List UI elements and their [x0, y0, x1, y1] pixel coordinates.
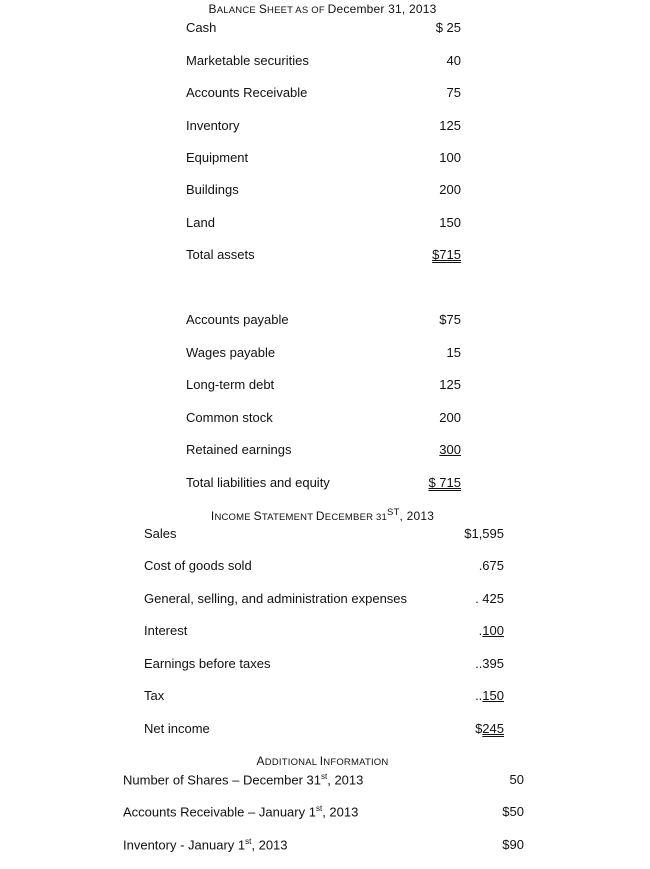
liability-label-retained-earnings: Retained earnings: [186, 442, 292, 457]
additional-info-title: ADDITIONAL INFORMATION: [256, 754, 389, 768]
income-label-gsa: General, selling, and administration expenses: [144, 591, 408, 606]
liability-value-accounts-payable: $75: [439, 312, 461, 327]
liability-value-total-liabilities-equity: $ 715: [428, 475, 461, 490]
liability-value-long-term-debt: 125: [439, 377, 461, 392]
asset-value-marketable-securities: 40: [446, 53, 461, 68]
asset-value-land: 150: [439, 215, 461, 230]
asset-label-total-assets: Total assets: [186, 247, 255, 262]
asset-label-cash: Cash: [186, 20, 217, 35]
asset-value-accounts-receivable: 75: [446, 85, 461, 100]
asset-label-land: Land: [186, 215, 215, 230]
income-label-net-income: Net income: [144, 721, 210, 736]
asset-label-buildings: Buildings: [186, 182, 239, 197]
asset-label-equipment: Equipment: [186, 150, 249, 165]
info-value-shares: 50: [509, 772, 524, 787]
income-value-tax: ..150: [475, 688, 504, 703]
income-label-interest: Interest: [144, 623, 188, 638]
income-value-sales: $1,595: [464, 526, 504, 541]
income-label-cogs: Cost of goods sold: [144, 558, 252, 573]
income-value-cogs: .675: [478, 558, 504, 573]
income-label-ebt: Earnings before taxes: [144, 656, 271, 671]
asset-value-equipment: 100: [439, 150, 461, 165]
liability-label-accounts-payable: Accounts payable: [186, 312, 289, 327]
income-label-tax: Tax: [144, 688, 165, 703]
asset-value-inventory: 125: [439, 118, 461, 133]
asset-value-cash: $ 25: [435, 20, 461, 35]
asset-label-accounts-receivable: Accounts Receivable: [186, 85, 308, 100]
info-value-ar-jan: $50: [502, 804, 524, 819]
liability-label-total-liabilities-equity: Total liabilities and equity: [186, 475, 330, 490]
income-value-net-income: $245: [475, 721, 504, 736]
asset-value-total-assets: $715: [432, 247, 461, 262]
asset-label-inventory: Inventory: [186, 118, 240, 133]
balance-sheet-title: BALANCE SHEET AS OF December 31, 2013: [208, 2, 437, 16]
income-statement-title: INCOME STATEMENT DECEMBER 31ST, 2013: [210, 507, 435, 523]
income-value-gsa: . 425: [475, 591, 504, 606]
info-value-inventory-jan: $90: [502, 837, 524, 852]
income-value-ebt: ..395: [475, 656, 504, 671]
liability-label-wages-payable: Wages payable: [186, 345, 276, 360]
info-label-ar-jan: Accounts Receivable – January 1st, 2013: [123, 804, 359, 820]
liability-label-long-term-debt: Long-term debt: [186, 377, 275, 392]
info-label-inventory-jan: Inventory - January 1st, 2013: [123, 837, 288, 853]
info-label-shares: Number of Shares – December 31st, 2013: [123, 772, 364, 788]
income-label-sales: Sales: [144, 526, 177, 541]
liability-value-retained-earnings: 300: [439, 442, 461, 457]
liability-value-wages-payable: 15: [446, 345, 461, 360]
asset-value-buildings: 200: [439, 182, 461, 197]
asset-label-marketable-securities: Marketable securities: [186, 53, 309, 68]
liability-label-common-stock: Common stock: [186, 410, 273, 425]
income-value-interest: .100: [478, 623, 504, 638]
liability-value-common-stock: 200: [439, 410, 461, 425]
